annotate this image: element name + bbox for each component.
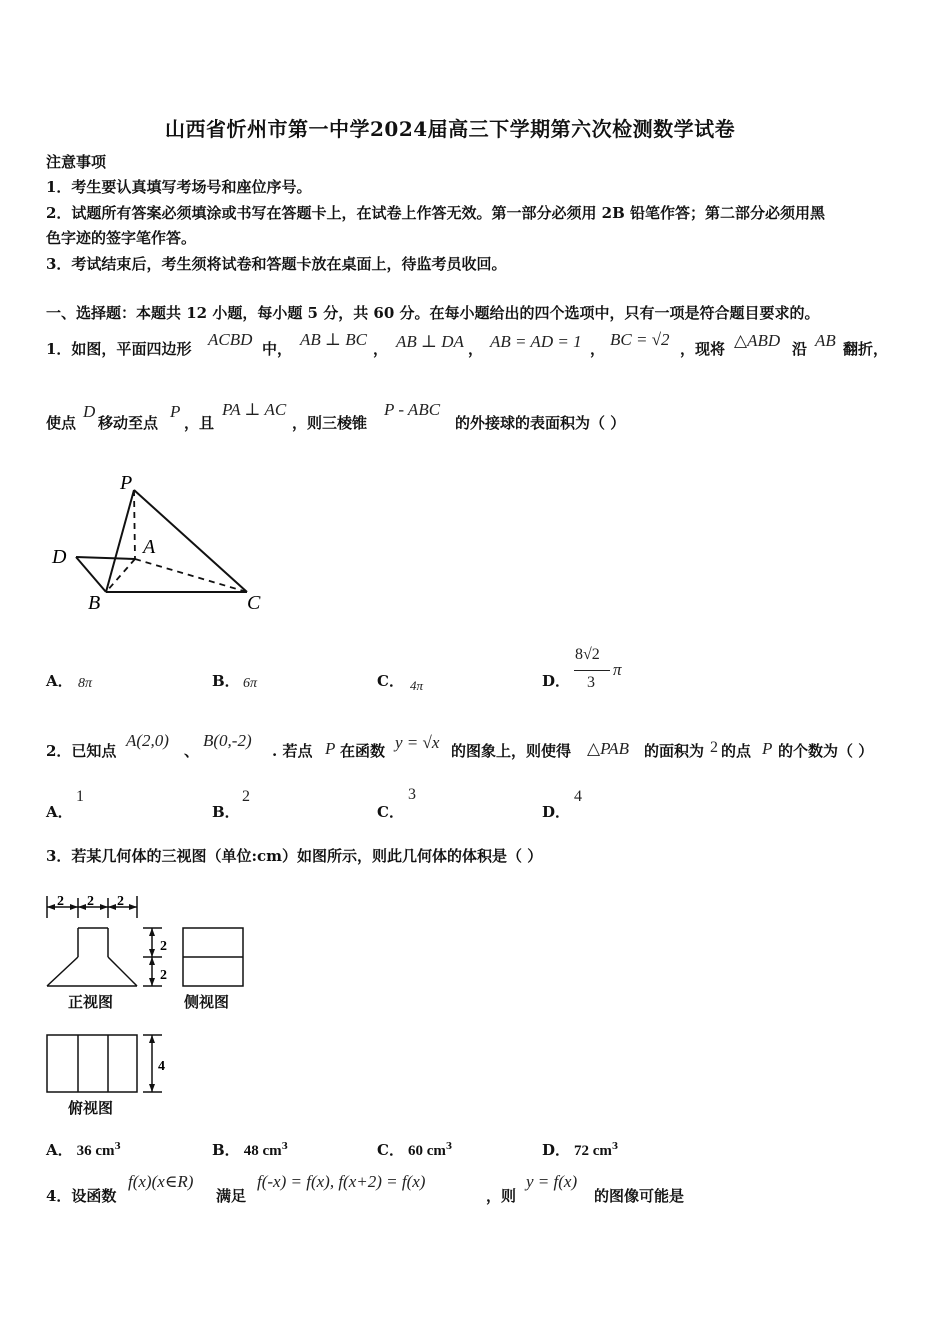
q1-text: 翻折， [843, 340, 889, 358]
edge-PA [134, 490, 135, 559]
side-view-label: 侧视图 [184, 993, 230, 1011]
notice-heading: 注意事项 [46, 153, 107, 171]
q4-math: f(-x) = f(x), f(x+2) = f(x) [257, 1172, 426, 1191]
dim-width-2: 2 [87, 894, 94, 909]
dim-height-1: 2 [160, 939, 167, 954]
q4-math: f(x)(x∈R) [128, 1172, 194, 1191]
label-B: B [88, 592, 101, 614]
q1-text: ， [373, 340, 389, 358]
q2-math: y = √x [395, 733, 440, 752]
q3-option-c: C． 60 $cm^3$ [377, 1141, 453, 1159]
q1-pyramid-figure [40, 465, 280, 625]
q4-math: y = f(x) [526, 1172, 578, 1191]
q1-math: AB ⊥ BC [300, 330, 367, 349]
q1-math: ACBD [208, 330, 253, 349]
q4-text: 满足 [216, 1187, 247, 1205]
q2-text: . 若点 [272, 742, 313, 760]
q1-math: P - ABC [384, 400, 441, 419]
q1-option-c-key: C． [377, 672, 404, 690]
q1-text: 1．如图，平面四边形 [46, 340, 192, 358]
q4-text: 4．设函数 [46, 1187, 117, 1205]
page-title: 山西省忻州市第一中学2024届高三下学期第六次检测数学试卷 [165, 117, 736, 141]
q2-text: 在函数 [340, 742, 386, 760]
q1-option-c: 4π [410, 678, 424, 693]
q1-text: 移动至点 [98, 414, 159, 432]
section-heading: 一、选择题：本题共 12 小题，每小题 5 分，共 60 分。在每小题给出的四个选项中，只有一项是符合题目要求的。 [46, 304, 820, 322]
q1-math: △ABD [734, 331, 781, 350]
front-view [47, 928, 137, 986]
q4-text: 的图像可能是 [594, 1187, 685, 1205]
q2-option-d-key: D． [542, 803, 571, 821]
q2-text: 的图象上，则使得 [451, 742, 572, 760]
q1-option-d-pi: π [613, 660, 622, 679]
q1-option-d-numerator: 8√2 [575, 646, 600, 663]
q2-text: 的个数为（ ） [778, 742, 874, 760]
q1-math: BC = √2 [610, 330, 670, 349]
q1-option-a-key: A． [46, 672, 73, 690]
front-view-label: 正视图 [68, 993, 114, 1011]
q1-text: ， [468, 340, 484, 358]
q2-math: A(2,0) [126, 731, 169, 750]
q2-math: P [762, 739, 773, 758]
q1-math: AB = AD = 1 [490, 332, 582, 351]
q2-option-b-key: B． [212, 803, 240, 821]
q2-math: 2 [710, 739, 718, 756]
q1-option-a: 8π [78, 676, 93, 691]
q1-text: ，且 [184, 414, 215, 432]
q2-option-a: 1 [76, 788, 84, 805]
q2-text: 的面积为 [644, 742, 705, 760]
label-D: D [52, 546, 67, 568]
top-view [47, 1035, 162, 1092]
top-view-label: 俯视图 [68, 1099, 114, 1117]
notice-item: 色字迹的签字笔作答。 [46, 229, 197, 247]
dim-height-2: 2 [160, 968, 167, 983]
q1-option-d-denominator: 3 [587, 674, 595, 691]
edge-BD [76, 557, 106, 592]
notice-item: 1．考生要认真填写考场号和座位序号。 [46, 178, 312, 196]
q1-text: 的外接球的表面积为（ ） [455, 414, 626, 432]
q1-text: ，则三棱锥 [292, 414, 368, 432]
q3-option-a: A． 36 $cm^3$ [46, 1141, 121, 1159]
side-view [183, 928, 243, 986]
dim-width-1: 2 [57, 894, 64, 909]
dim-height-3: 4 [158, 1059, 165, 1074]
q4-text: ，则 [486, 1187, 517, 1205]
q1-option-d-key: D． [542, 672, 571, 690]
q3-stem: 3．若某几何体的三视图（单位:cm）如图所示，则此几何体的体积是（ ） [46, 847, 543, 865]
fraction-bar [574, 670, 610, 671]
q1-math: D [83, 402, 96, 421]
q1-math: PA ⊥ AC [222, 400, 287, 419]
q1-math: P [170, 402, 181, 421]
q2-math: B(0,-2) [203, 731, 252, 750]
q1-math: AB [815, 331, 836, 350]
q2-text: 的点 [721, 742, 752, 760]
edge-DA [76, 557, 135, 559]
notice-item: 2．试题所有答案必须填涂或书写在答题卡上，在试卷上作答无效。第一部分必须用 2B 铅笔作答；第二部分必须用黑 [46, 204, 826, 222]
q1-text: ， [590, 340, 606, 358]
label-C: C [247, 592, 261, 614]
q2-option-c-key: C． [377, 803, 404, 821]
q2-option-c: 3 [408, 786, 416, 803]
q2-option-a-key: A． [46, 803, 73, 821]
q3-option-d: D． 72 $cm^3$ [542, 1141, 619, 1159]
notice-item: 3．考试结束后，考生须将试卷和答题卡放在桌面上，待监考员收回。 [46, 255, 507, 273]
q1-option-b: 6π [243, 676, 258, 691]
dim-width-3: 2 [117, 894, 124, 909]
q2-option-b: 2 [242, 788, 250, 805]
label-A: A [143, 536, 156, 558]
q1-text: 中， [262, 340, 293, 358]
q1-math: AB ⊥ DA [396, 332, 464, 351]
q2-math: P [325, 739, 336, 758]
q2-option-d: 4 [574, 788, 582, 805]
label-P: P [120, 472, 133, 494]
q1-option-b-key: B． [212, 672, 240, 690]
q3-option-b: B． 48 $cm^3$ [212, 1141, 288, 1159]
q1-text: ，现将 [680, 340, 726, 358]
q2-math: △PAB [587, 739, 630, 758]
q1-text: 使点 [46, 414, 77, 432]
q2-text: 、 [184, 742, 200, 760]
q2-text: 2．已知点 [46, 742, 117, 760]
q1-text: 沿 [792, 340, 808, 358]
